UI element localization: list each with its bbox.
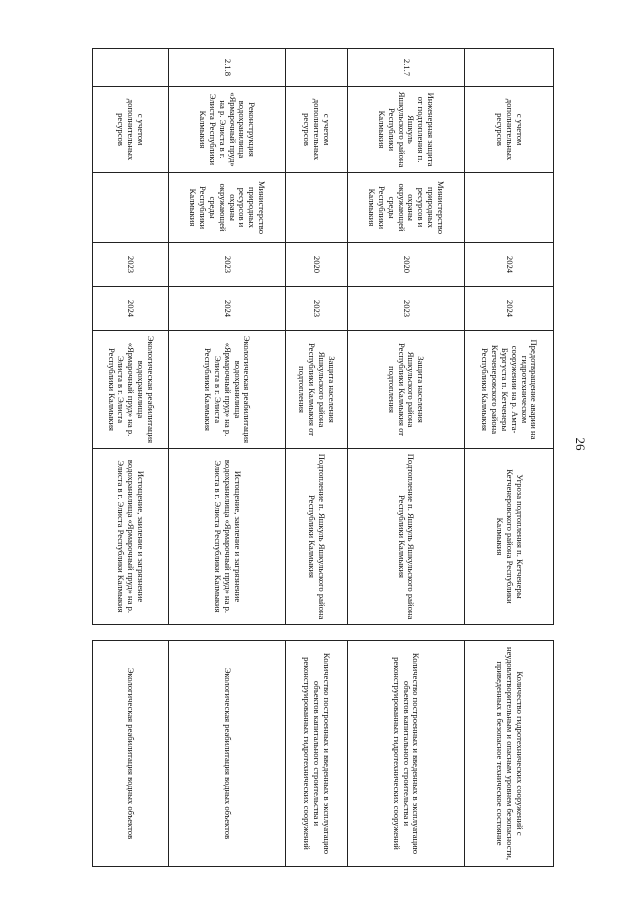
table-row	[464, 49, 553, 867]
indicator-cell: Экологическая реабилитация водных объектов	[168, 641, 285, 867]
end-year: 2024	[93, 287, 169, 331]
measure-cell: Защита населения Яшкульского района Республики Калмыкия от подтопления	[347, 331, 464, 449]
item-name: с учетом дополнительных ресурсов	[285, 87, 347, 173]
end-year: 2024	[464, 287, 553, 331]
risk-cell: Истощение, заиление и загрязнение водохранилища «Ярмарочный пруд» на р. Элиста в г. Элиста Республики Калмыкия	[168, 449, 285, 625]
end-year: 2023	[347, 287, 464, 331]
risk-cell: Истощение, заиление и загрязнение водохранилища «Ярмарочный пруд» на р. Элиста в г. Элиста Республики Калмыкия	[93, 449, 169, 625]
start-year: 2023	[93, 243, 169, 287]
start-year: 2024	[464, 243, 553, 287]
executor-cell: Министерство природных ресурсов и охраны окружающей среды Республики Калмыкия	[347, 173, 464, 243]
indicator-cell: Экологическая реабилитация водных объектов	[93, 641, 169, 867]
measure-cell: Предотвращение аварии на гидротехническом сооружении на р. Амта-Бургуста п. Кетченеры Кетченеровского района Республики Калмыкия	[464, 331, 553, 449]
executor-cell	[285, 173, 347, 243]
executor-cell	[464, 173, 553, 243]
rotated-table-area	[92, 48, 554, 866]
executor-cell: Министерство природных ресурсов и охраны окружающей среды Республики Калмыкия	[168, 173, 285, 243]
table-row	[285, 49, 347, 867]
item-name: с учетом дополнительных ресурсов	[464, 87, 553, 173]
end-year: 2023	[285, 287, 347, 331]
spacer-cell	[168, 625, 285, 641]
item-number	[464, 49, 553, 87]
item-number	[93, 49, 169, 87]
item-name: Реконструкция водохранилища «Ярмарочный пруд» на р. Элиста в г. Элиста Республики Калмыкия	[168, 87, 285, 173]
table-row	[347, 49, 464, 867]
program-table	[92, 48, 554, 867]
page-number: 26	[573, 437, 588, 451]
executor-cell	[93, 173, 169, 243]
risk-cell: Подтопление п. Яшкуль Яшкульского района Республики Калмыкия	[285, 449, 347, 625]
item-number: 2.1.7	[347, 49, 464, 87]
table-row	[168, 49, 285, 867]
end-year: 2024	[168, 287, 285, 331]
item-number: 2.1.8	[168, 49, 285, 87]
table-row	[93, 49, 169, 867]
measure-cell: Экологическая реабилитация водохранилища «Ярмарочный пруд» на р. Элиста в г. Элиста Республики Калмыкия	[168, 331, 285, 449]
item-name: Инженерная защита от подтопления п. Яшкуль Яшкульского района Республики Калмыкия	[347, 87, 464, 173]
start-year: 2020	[285, 243, 347, 287]
indicator-cell: Количество построенных и введенных в эксплуатацию объектов капитального строительства и реконструированных гидротехнических сооружений	[285, 641, 347, 867]
spacer-cell	[347, 625, 464, 641]
spacer-cell	[464, 625, 553, 641]
measure-cell: Защита населения Яшкульского района Республики Калмыкия от подтопления	[285, 331, 347, 449]
spacer-cell	[285, 625, 347, 641]
table-frame	[92, 48, 554, 866]
item-number	[285, 49, 347, 87]
risk-cell: Подтопление п. Яшкуль Яшкульского района Республики Калмыкия	[347, 449, 464, 625]
risk-cell: Угроза подтопления п. Кетченеры Кетченеровского района Республики Калмыкия	[464, 449, 553, 625]
measure-cell: Экологическая реабилитация водохранилища «Ярмарочный пруд» на р. Элиста в г. Элиста Республики Калмыкия	[93, 331, 169, 449]
indicator-cell: Количество построенных и введенных в эксплуатацию объектов капитального строительства и реконструированных гидротехнических сооружений	[347, 641, 464, 867]
indicator-cell: Количество гидротехнических сооружений с неудовлетворительным и опасным уровнем безопасности, приведенных в безопасное техническое состояние	[464, 641, 553, 867]
item-name: с учетом дополнительных ресурсов	[93, 87, 169, 173]
start-year: 2023	[168, 243, 285, 287]
spacer-cell	[93, 625, 169, 641]
start-year: 2020	[347, 243, 464, 287]
